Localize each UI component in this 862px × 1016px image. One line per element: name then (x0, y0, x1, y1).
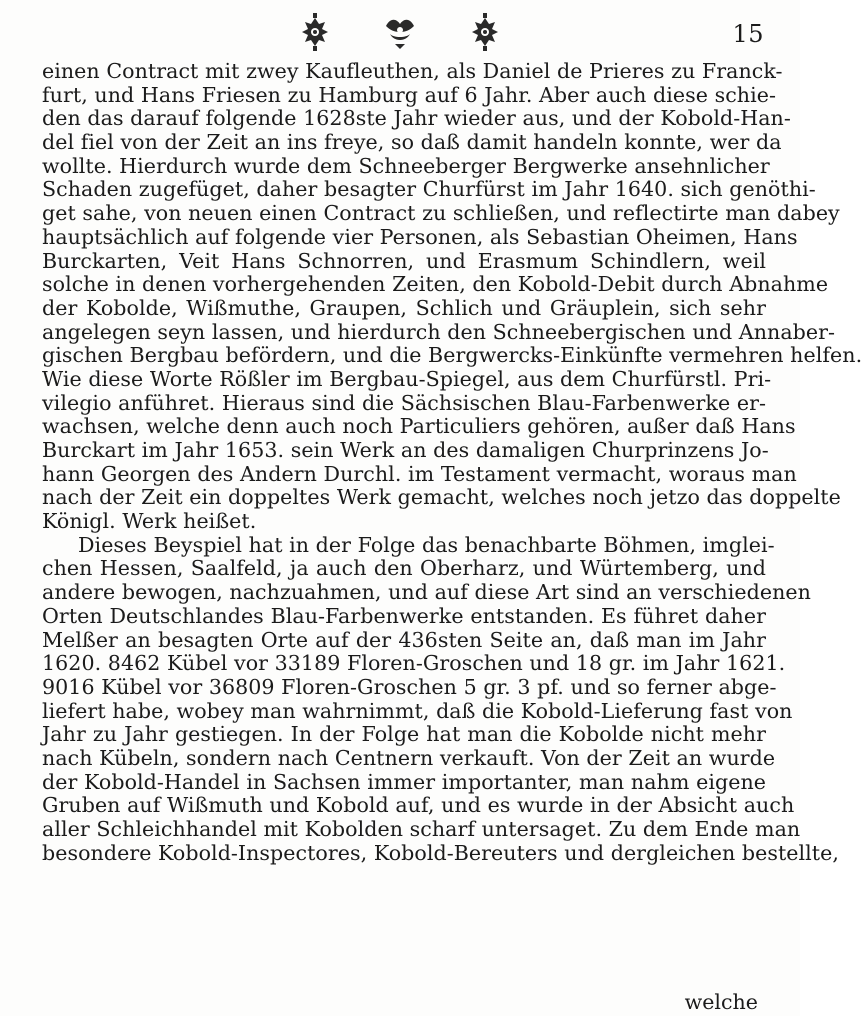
text-line: 9016 Kübel vor 36809 Floren-Groschen 5 gr. 3 pf. und so ferner abge- (42, 674, 777, 699)
fleuron-right-icon (472, 13, 498, 51)
text-line: Burckarten, Veit Hans Schnorren, und Erasmum Schindlern, weil (42, 248, 766, 273)
paragraph-1 (42, 59, 862, 534)
text-line: chen Hessen, Saalfeld, ja auch den Oberharz, und Würtemberg, und (42, 556, 766, 581)
text-line: nach Kübeln, sondern nach Centnern verkauft. Von der Zeit an wurde (42, 745, 776, 770)
page-header (0, 8, 800, 52)
text-line: Gruben auf Wißmuth und Kobold auf, und es wurde in der Absicht auch (42, 793, 795, 818)
fleuron-center-icon (386, 20, 414, 49)
text-line: Melßer an besagten Orte auf der 436sten Seite an, daß man im Jahr (42, 627, 766, 652)
paragraph-2 (42, 532, 839, 866)
text-line: hann Georgen des Andern Durchl. im Testament vermacht, woraus man (42, 461, 797, 486)
text-line: nach der Zeit ein doppeltes Werk gemacht, welches noch jetzo das doppelte (42, 485, 841, 510)
text-line: Jahr zu Jahr gestiegen. In der Folge hat man die Kobolde nicht mehr (42, 722, 766, 747)
text-line: der Kobolde, Wißmuthe, Graupen, Schlich und Gräuplein, sich sehr (42, 295, 766, 320)
text-line: wachsen, welche denn auch noch Particuliers gehören, außer daß Hans (42, 414, 796, 439)
text-line: gischen Bergbau befördern, und die Bergwercks-Einkünfte vermehren helfen. (42, 343, 862, 368)
fleuron-left-icon (302, 13, 328, 51)
text-line: Burckart im Jahr 1653. sein Werk an des damaligen Churprinzens Jo- (42, 438, 769, 462)
text-line: Schaden zugefüget, daher besagter Churfürst im Jahr 1640. sich genöthi- (42, 177, 816, 202)
text-line: besondere Kobold-Inspectores, Kobold-Bereuters und dergleichen bestellte, (42, 840, 839, 865)
catchword: welche (684, 990, 758, 1014)
text-line: aller Schleichhandel mit Kobolden scharf untersaget. Zu dem Ende man (42, 817, 801, 841)
text-line: 1620. 8462 Kübel vor 33189 Floren-Groschen und 18 gr. im Jahr 1621. (42, 651, 786, 676)
text-line: Wie diese Worte Rößler im Bergbau-Spiegel, aus dem Churfürstl. Pri- (42, 366, 772, 391)
ornament-row (285, 12, 515, 52)
text-line: Königl. Werk heißet. (42, 509, 257, 534)
text-line: einen Contract mit zwey Kaufleuthen, als Daniel de Prieres zu Franck- (42, 59, 783, 83)
page-number: 15 (732, 20, 764, 48)
text-line: andere bewogen, nachzuahmen, und auf diese Art sind an verschiedenen (42, 580, 811, 605)
text-line: Dieses Beyspiel hat in der Folge das benachbarte Böhmen, imglei- (78, 532, 775, 557)
text-line: solche in denen vorhergehenden Zeiten, den Kobold-Debit durch Abnahme (42, 272, 829, 297)
text-line: wollte. Hierdurch wurde dem Schneeberger Bergwerke ansehnlicher (42, 153, 770, 178)
text-line: der Kobold-Handel in Sachsen immer importanter, man nahm eigene (42, 769, 766, 794)
text-line: vilegio anführet. Hieraus sind die Sächsischen Blau-Farbenwerke er- (42, 390, 766, 415)
text-line: hauptsächlich auf folgende vier Personen, als Sebastian Oheimen, Hans (42, 224, 798, 249)
text-line: get sahe, von neuen einen Contract zu schließen, und reflectirte man dabey (42, 201, 840, 226)
text-line: del fiel von der Zeit an ins freye, so daß damit handeln konnte, wer da (42, 130, 782, 155)
text-line: angelegen seyn lassen, und hierdurch den Schneebergischen und Annaber- (42, 319, 836, 344)
body-text (42, 59, 862, 865)
text-line: liefert habe, wobey man wahrnimmt, daß die Kobold-Lieferung fast von (42, 698, 793, 723)
text-line: den das darauf folgende 1628ste Jahr wieder aus, und der Kobold-Han- (42, 106, 791, 131)
header-ornaments (285, 12, 515, 52)
text-line: Orten Deutschlandes Blau-Farbenwerke entstanden. Es führet daher (42, 603, 766, 628)
text-line: furt, und Hans Friesen zu Hamburg auf 6 Jahr. Aber auch diese schie- (42, 82, 776, 107)
